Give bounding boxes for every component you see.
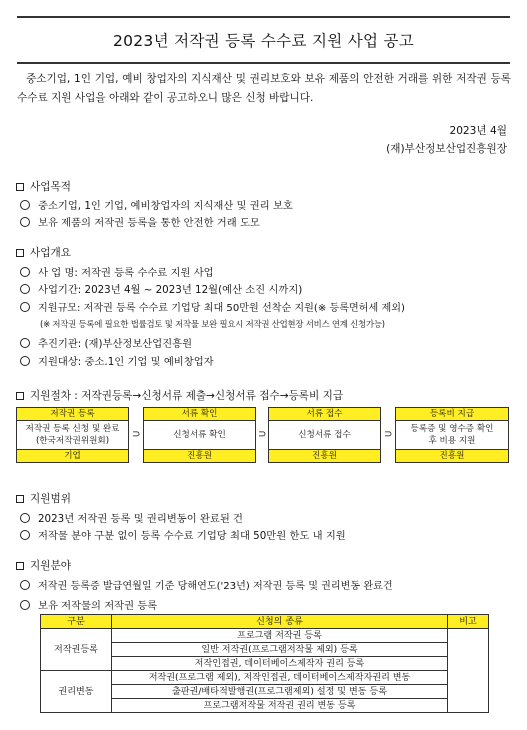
scope-item: 2023년 저작권 등록 및 권리변동이 완료된 건: [20, 510, 243, 525]
circle-bullet-icon: [20, 338, 30, 348]
flow-arrow-icon: ⊃: [258, 429, 267, 440]
circle-bullet-icon: [20, 284, 30, 294]
table-cell: 프로그램 저작권 등록: [112, 629, 448, 643]
flow-arrow-icon: ⊃: [132, 429, 141, 440]
table-cell: 저작인접권, 데이터베이스제작자 권리 등록: [112, 657, 448, 671]
overview-item: 추진기관: (재)부산정보산업진흥원: [20, 335, 192, 350]
step-title: 저작권 등록: [17, 408, 128, 421]
table-cell: 일반 저작권(프로그램저작물 제외) 등록: [112, 643, 448, 657]
overview-item: 사업기간: 2023년 4월 ~ 2023년 12월(예산 소진 시까지): [20, 281, 302, 296]
table-row: [41, 629, 489, 643]
circle-bullet-icon: [20, 217, 30, 227]
table-cell: 저작권(프로그램 제외), 저작인접권, 데이터베이스제작자권리 변동: [112, 671, 448, 685]
circle-bullet-icon: [20, 200, 30, 210]
table-row: [41, 671, 489, 685]
procedure-step: [16, 407, 129, 463]
step-body: 저작권 등록 신청 및 완료 (한국저작권위원회): [25, 424, 120, 446]
procedure-step: [143, 407, 256, 463]
field-item: 저작권 등록증 발급연월일 기준 당해연도('23년) 저작권 등록 및 권리변동 완료건: [20, 577, 393, 592]
step-title: 서류 확인: [144, 408, 255, 421]
step-body: 신청서류 접수: [298, 430, 351, 440]
step-owner: 진흥원: [396, 449, 508, 462]
circle-bullet-icon: [20, 513, 30, 523]
circle-bullet-icon: [20, 530, 30, 540]
section-field-heading: 지원분야: [16, 558, 71, 573]
purpose-item: 보유 제품의 저작권 등록을 통한 안전한 거래 도모: [20, 214, 260, 229]
square-bullet-icon: [16, 392, 24, 400]
square-bullet-icon: [16, 249, 24, 257]
table-header-cell: 구분: [41, 615, 112, 629]
intro-paragraph: 중소기업, 1인 기업, 예비 창업자의 지식재산 및 권리보호와 보유 제품의 안전한 거래를 위한 저작권 등록 수수료 지원 사업을 아래와 같이 공고하오니 많은 신청 바랍니다.: [17, 73, 511, 104]
table-header-row: [41, 615, 489, 629]
table-cell: 출판권/배타적발행권(프로그램제외) 설정 및 변동 등록: [112, 685, 448, 699]
step-owner: 진흥원: [144, 449, 255, 462]
issuing-organization: (재)부산정보산업진흥원장: [386, 143, 507, 155]
scope-item: 저작물 분야 구분 없이 등록 수수료 기업당 최대 50만원 한도 내 지원: [20, 527, 346, 542]
step-title: 서류 접수: [269, 408, 380, 421]
step-owner: 진흥원: [269, 449, 380, 462]
circle-bullet-icon: [20, 356, 30, 366]
table-cell: 프로그램저작물 저작권 권리 변동 등록: [112, 699, 448, 713]
section-procedure-heading: 지원절차 : 저작권등록→신청서류 제출→신청서류 접수→등록비 지급: [16, 388, 343, 403]
circle-bullet-icon: [20, 600, 30, 610]
square-bullet-icon: [16, 495, 24, 503]
page-title: 2023년 저작권 등록 수수료 지원 사업 공고: [112, 32, 415, 50]
circle-bullet-icon: [20, 267, 30, 277]
field-item: 보유 저작물의 저작권 등록: [20, 597, 157, 612]
procedure-step: [268, 407, 381, 463]
square-bullet-icon: [16, 562, 24, 570]
fee-support-table: [40, 614, 489, 713]
table-group-cell: 저작권등록: [41, 629, 112, 671]
overview-item: 지원대상: 중소.1인 기업 및 예비창업자: [20, 353, 214, 368]
step-body: 신청서류 확인: [173, 430, 226, 440]
circle-bullet-icon: [20, 580, 30, 590]
table-header-cell: 신청의 종류: [112, 615, 448, 629]
square-bullet-icon: [16, 183, 24, 191]
section-overview-heading: 사업개요: [16, 245, 71, 260]
overview-item: 지원규모: 저작권 등록 수수료 기업당 최대 50만원 선착순 지원(※ 등록면허세 제외): [20, 299, 405, 314]
circle-bullet-icon: [20, 302, 30, 312]
overview-item: 사 업 명: 저작권 등록 수수료 지원 사업: [20, 264, 214, 279]
table-group-cell: 권리변동: [41, 671, 112, 713]
table-header-cell: 비고: [448, 615, 489, 629]
title-box: [17, 16, 510, 64]
procedure-step: [395, 407, 509, 463]
step-title: 등록비 지급: [396, 408, 508, 421]
section-purpose-heading: 사업목적: [16, 179, 71, 194]
section-scope-heading: 지원범위: [16, 491, 71, 506]
flow-arrow-icon: ⊃: [384, 429, 393, 440]
step-body: 등록증 및 영수증 확인 후 비용 지원: [410, 424, 494, 446]
overview-note: (※ 저작권 등록에 필요한 법률검토 및 저작물 보완 필요시 저작권 산업현장 서비스 연계 신청가능): [40, 319, 385, 329]
purpose-item: 중소기업, 1인 기업, 예비창업자의 지식재산 및 권리 보호: [20, 197, 293, 212]
table-remark-cell: [448, 629, 489, 713]
announcement-date: 2023년 4월: [449, 125, 507, 137]
step-owner: 기업: [17, 449, 128, 462]
